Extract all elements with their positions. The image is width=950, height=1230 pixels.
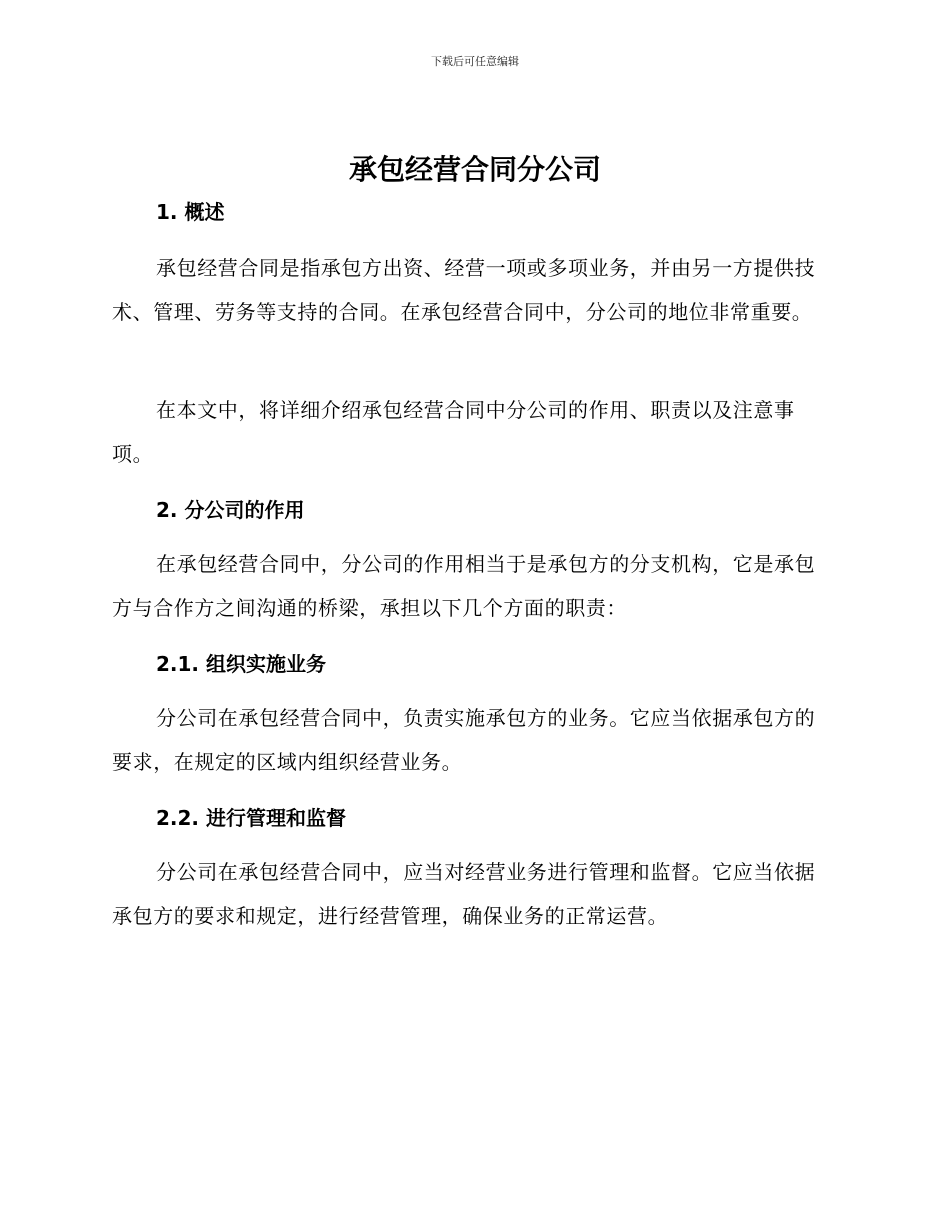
document-title: 承包经营合同分公司 (348, 153, 601, 186)
section-heading-organize-business: 2.1. 组织实施业务 (156, 652, 326, 676)
page-header-note: 下载后可任意编辑 (431, 55, 519, 68)
paragraph-overview-definition: 承包经营合同是指承包方出资、经营一项或多项业务，并由另一方提供技术、管理、劳务等支持的合同。在承包经营合同中，分公司的地位非常重要。 (112, 256, 816, 324)
paragraph-branch-role: 在承包经营合同中，分公司的作用相当于是承包方的分支机构，它是承包方与合作方之间沟通的桥梁，承担以下几个方面的职责： (112, 552, 816, 620)
paragraph-overview-intro: 在本文中，将详细介绍承包经营合同中分公司的作用、职责以及注意事项。 (112, 398, 795, 466)
section-heading-management-supervision: 2.2. 进行管理和监督 (156, 806, 346, 830)
section-heading-overview: 1. 概述 (156, 200, 225, 224)
paragraph-organize-business: 分公司在承包经营合同中，负责实施承包方的业务。它应当依据承包方的要求，在规定的区域内组织经营业务。 (112, 706, 816, 774)
paragraph-management-supervision: 分公司在承包经营合同中，应当对经营业务进行管理和监督。它应当依据承包方的要求和规定，进行经营管理，确保业务的正常运营。 (112, 860, 816, 928)
section-heading-branch-role: 2. 分公司的作用 (156, 498, 305, 522)
